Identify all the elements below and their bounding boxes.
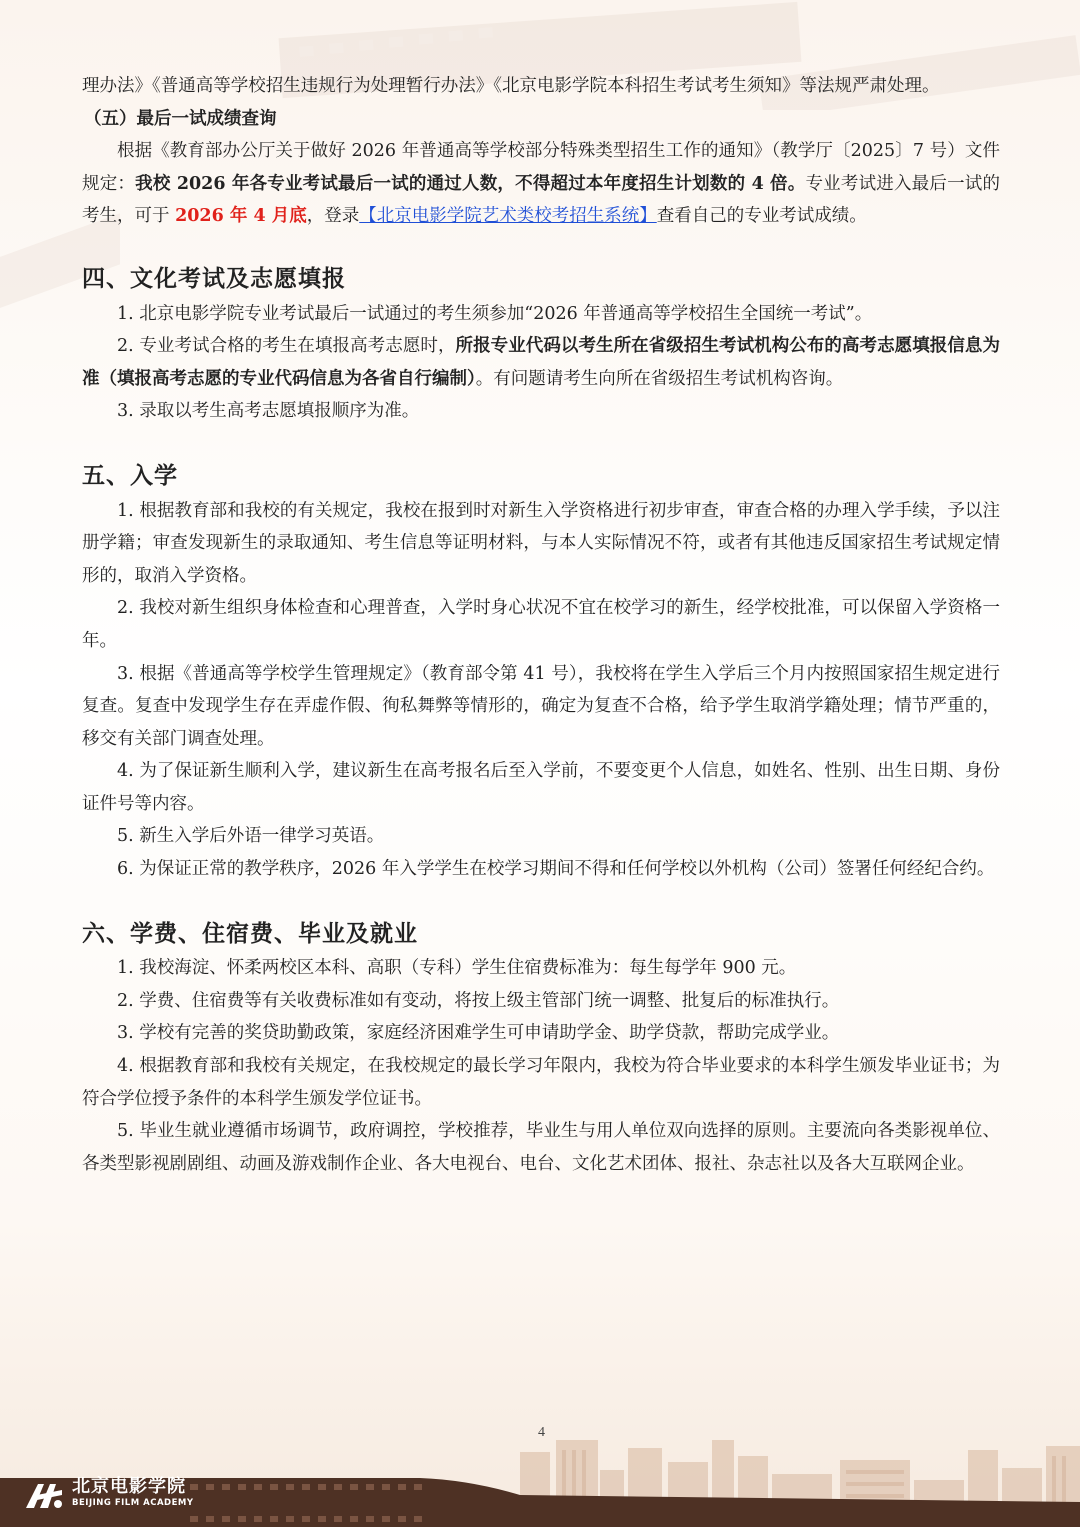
section-6-item-3: 3. 学校有完善的奖贷助勤政策，家庭经济困难学生可申请助学金、助学贷款，帮助完成学业。 bbox=[117, 1023, 840, 1044]
text-run: ，登录 bbox=[306, 206, 360, 227]
section-4-item-3: 3. 录取以考生高考志愿填报顺序为准。 bbox=[117, 401, 420, 422]
bold-requirement: 所报专业代码以考生所在省级招生考试机构公布的高考志愿填报信息为准（填报高考志愿的专业代码信息为各省自行编制） bbox=[82, 336, 1000, 389]
subsection-5-paragraph bbox=[82, 135, 1000, 233]
text-run: 2. 专业考试合格的考生在填报高考志愿时， bbox=[117, 336, 456, 357]
section-6-heading: 六、学费、住宿费、毕业及就业 bbox=[82, 919, 418, 947]
section-5-item-6: 6. 为保证正常的教学秩序，2026 年入学学生在校学习期间不得和任何学校以外机构（公司）签署任何经纪合约。 bbox=[117, 859, 995, 880]
logo-chinese-name: 北京电影学院 bbox=[72, 1476, 186, 1498]
section-5-heading: 五、入学 bbox=[82, 461, 178, 489]
section-6-item-2: 2. 学费、住宿费等有关收费标准如有变动，将按上级主管部门统一调整、批复后的标准执行。 bbox=[117, 990, 840, 1011]
academy-logo bbox=[24, 1476, 194, 1510]
continuation-text: 理办法》《普通高等学校招生违规行为处理暂行办法》《北京电影学院本科招生考试考生须知》等法规严肃处理。 bbox=[82, 76, 940, 96]
text-run: 。有问题请考生向所在省级招生考试机构咨询。 bbox=[475, 368, 844, 389]
section-6-item-5: 5. 毕业生就业遵循市场调节，政府调控，学校推荐，毕业生与用人单位双向选择的原则。主要流向各类影视单位、各类型影视剧剧组、动画及游戏制作企业、各大电视台、电台、文化艺术团体、报社、杂志社以及各大互联网企业。 bbox=[82, 1121, 1000, 1174]
section-4-item-1: 1. 北京电影学院专业考试最后一试通过的考生须参加“2026 年普通高等学校招生全国统一考试”。 bbox=[117, 303, 873, 324]
page-number: 4 bbox=[538, 1425, 545, 1440]
academy-logo-icon bbox=[24, 1476, 66, 1510]
logo-english-name: BEIJING FILM ACADEMY bbox=[72, 1498, 194, 1509]
text-run: 根据《教育部办公厅关于做好 2026 年普通高等学校部分特殊类型招生工作的通知》（教学厅〔2025〕7 号）文件规定： bbox=[82, 141, 1000, 194]
document-body bbox=[82, 70, 1000, 1180]
section-5-item-4: 4. 为了保证新生顺利入学，建议新生在高考报名后至入学前，不要变更个人信息，如姓名、性别、出生日期、身份证件号等内容。 bbox=[82, 761, 1000, 814]
section-6-item-4: 4. 根据教育部和我校有关规定，在我校规定的最长学习年限内，我校为符合毕业要求的本科学生颁发毕业证书；为符合学位授予条件的本科学生颁发学位证书。 bbox=[82, 1056, 1000, 1109]
section-4-item-2 bbox=[82, 330, 1000, 395]
admission-system-link[interactable]: 【北京电影学院艺术类校考招生系统】 bbox=[359, 206, 657, 227]
text-run: 查看自己的专业考试成绩。 bbox=[656, 206, 867, 227]
section-4-heading: 四、文化考试及志愿填报 bbox=[82, 264, 346, 292]
section-5-item-3: 3. 根据《普通高等学校学生管理规定》（教育部令第 41 号），我校将在学生入学后三个月内按照国家招生规定进行复查。复查中发现学生存在弄虚作假、徇私舞弊等情形的，确定为复查不合格，给予学生取消学籍处理；情节严重的，移交有关部门调查处理。 bbox=[82, 663, 1000, 749]
section-5-item-1: 1. 根据教育部和我校的有关规定，我校在报到时对新生入学资格进行初步审查，审查合格的办理入学手续，予以注册学籍；审查发现新生的录取通知、考生信息等证明材料，与本人实际情况不符，或者有其他违反国家招生考试规定情形的，取消入学资格。 bbox=[82, 500, 1000, 586]
section-6-item-1: 1. 我校海淀、怀柔两校区本科、高职（专科）学生住宿费标准为：每生每学年 900 元。 bbox=[117, 958, 797, 979]
subsection-5-title: （五）最后一试成绩查询 bbox=[84, 108, 277, 129]
red-date: 2026 年 4 月底 bbox=[175, 206, 307, 227]
section-5-item-2: 2. 我校对新生组织身体检查和心理普查，入学时身心状况不宜在校学习的新生，经学校批准，可以保留入学资格一年。 bbox=[82, 598, 1000, 651]
section-5-item-5: 5. 新生入学后外语一律学习英语。 bbox=[117, 826, 385, 847]
bold-requirement: 我校 2026 年各专业考试最后一试的通过人数，不得超过本年度招生计划数的 4 倍。 bbox=[135, 173, 806, 194]
text-run: 专业考试进入最后一试的考生，可于 bbox=[82, 173, 1000, 227]
